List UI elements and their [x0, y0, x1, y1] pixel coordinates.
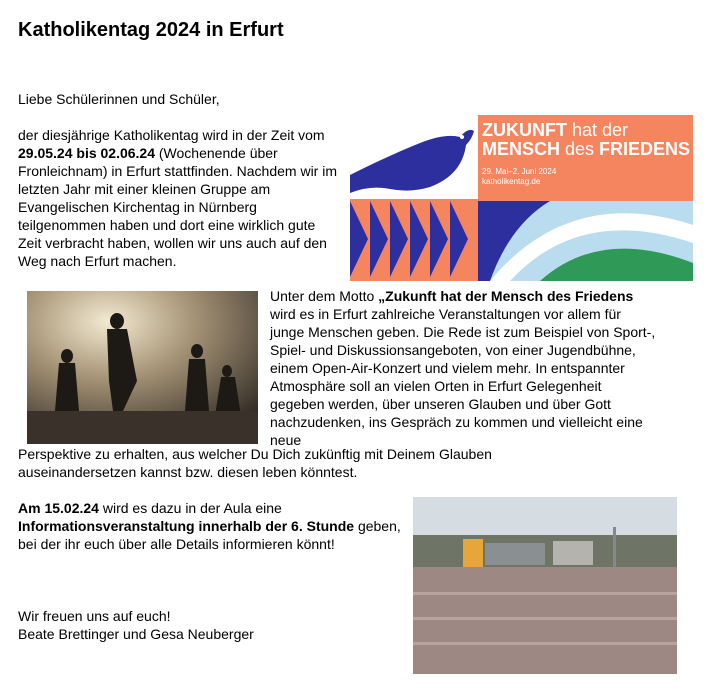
katholikentag-banner — [350, 115, 693, 281]
info-event-paragraph: Am 15.02.24 wird es dazu in der Aula eine Informationsveranstaltung innerhalb der 6. Stunde geben, bei der ihr euch über alle Details informieren könnt! — [18, 500, 401, 552]
intro-paragraph: der diesjährige Katholikentag wird in der Zeit vom 29.05.24 bis 02.06.24 (Wochenende über Fronleichnam) in Erfurt stattfinden. Nachdem wir im letzten Jahr mit einer kleinen Gruppe am Evangelischen Kirchentag in Nürnberg teilgenommen haben und dort eine wirklich gute Zeit verbracht haben, wollen wir uns auch auf den Weg nach Erfurt machen. — [18, 127, 337, 269]
closing-line: Wir freuen uns auf euch! — [18, 608, 171, 624]
crowd-photo — [413, 497, 677, 674]
greeting: Liebe Schülerinnen und Schüler, — [18, 91, 220, 107]
banner-website: katholikentag.de — [482, 177, 541, 186]
event-dates: 29.05.24 bis 02.06.24 — [18, 145, 155, 161]
signature: Beate Brettinger und Gesa Neuberger — [18, 626, 254, 642]
triangle-pattern — [350, 201, 468, 277]
youth-fountain-photo — [27, 291, 258, 444]
motto-paragraph-continued: Perspektive zu erhalten, aus welcher Du Dich zukünftig mit Deinem Glauben auseinandersetzen kannst bzw. diesen leben könntest. — [18, 446, 492, 480]
motto-paragraph: Unter dem Motto „Zukunft hat der Mensch des Friedens wird es in Erfurt zahlreiche Veranstaltungen vor allem für junge Menschen geben. Die Rede ist zum Beispiel von Sport-, Spiel- und Diskussionsangeboten, von einer Jugendbühne, einem Open-Air-Konzert und vielem mehr. In entspannter Atmosphäre soll an vielen Orten in Erfurt Gelegenheit gegeben werden, über unseren Glauben und über Gott nachzudenken, ins Gespräch zu kommen und vielleicht eine neue — [270, 288, 656, 448]
info-date: Am 15.02.24 — [18, 500, 99, 516]
banner-line-2: MENSCH des FRIEDENS — [482, 139, 691, 159]
page-title: Katholikentag 2024 in Erfurt — [18, 19, 284, 41]
motto: „Zukunft hat der Mensch des Friedens — [378, 288, 634, 304]
banner-line-1: ZUKUNFT hat der — [482, 120, 629, 140]
banner-dates: 29. Mai–2. Juni 2024 — [482, 167, 557, 176]
info-event: Informationsveranstaltung innerhalb der 6. Stunde — [18, 518, 355, 534]
